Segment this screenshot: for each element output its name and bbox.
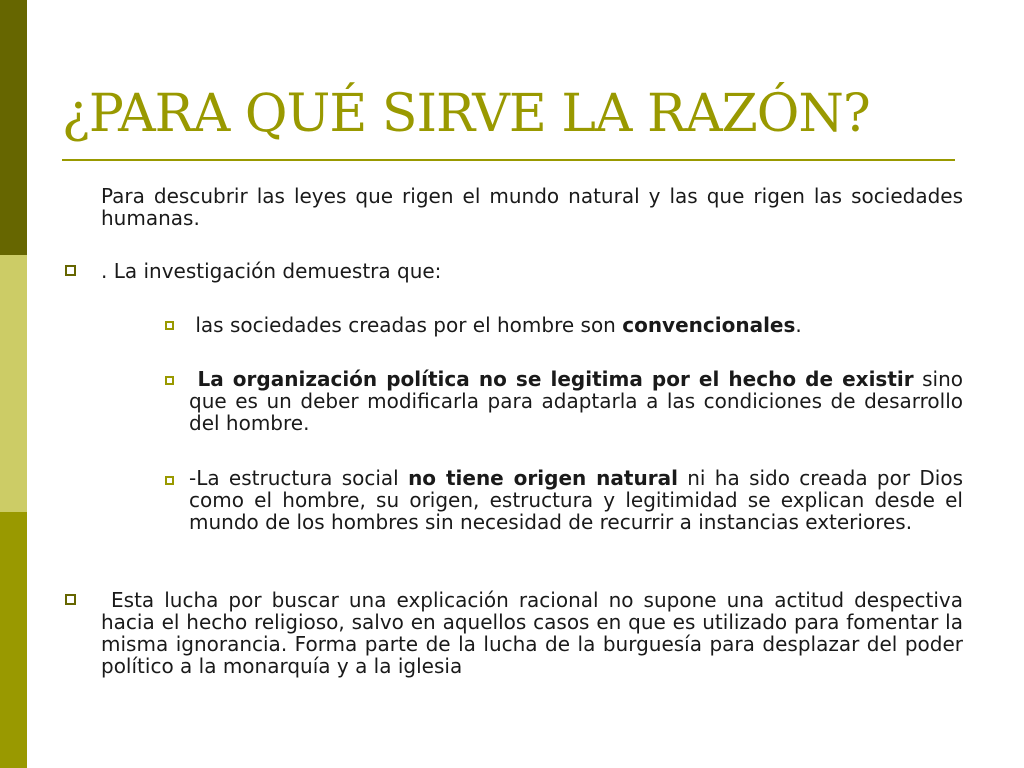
list-item-text: . La investigación demuestra que: [101, 259, 442, 283]
list-item [101, 589, 963, 677]
side-stripe-light [0, 255, 27, 512]
bullet-square-icon [65, 265, 76, 276]
sub3-end: ni ha sido creada por Dios como el hombre, su origen, estructura y legitimidad se explican desde el mundo de los hombres sin necesidad de recurrir a instancias exteriores. [189, 466, 963, 534]
side-stripe-mid [0, 512, 27, 768]
sub1-end: . [795, 313, 802, 337]
sub1-bold: convencionales [622, 313, 796, 337]
sub-list-item-text [189, 467, 963, 533]
sub-list-item [189, 368, 963, 434]
item2-text: Esta lucha por buscar una explicación racional no supone una actitud despectiva hacia el hecho religioso, salvo en aquellos casos en que es utilizado para fomentar la misma ignorancia. Forma parte de la lucha de la burguesía para desplazar del poder político a la monarquía y a la iglesia [101, 588, 964, 678]
title-underline [62, 159, 955, 161]
sub-list-item-text [189, 368, 963, 434]
sub2-bold: La organización política no se legitima por el hecho de existir [197, 367, 914, 391]
sub-list-item-text [189, 314, 963, 336]
bullet-square-icon [65, 594, 76, 605]
intro-text: Para descubrir las leyes que rigen el mundo natural y las que rigen las sociedades humanas. [101, 184, 963, 230]
list-item-text [101, 589, 963, 677]
side-stripe-dark [0, 0, 27, 255]
sub-list-item [189, 314, 963, 336]
list-item [101, 260, 963, 282]
sub3-text: -La estructura social [189, 466, 409, 490]
sub1-text: las sociedades creadas por el hombre son [195, 313, 623, 337]
bullet-square-icon [165, 476, 174, 485]
sub-list-item [189, 467, 963, 533]
sub2-text: sino que es un deber modificarla para adaptarla a las condiciones de desarrollo del hombre. [189, 367, 963, 435]
intro-paragraph [101, 185, 963, 229]
bullet-square-icon [165, 321, 174, 330]
sub3-bold: no tiene origen natural [408, 466, 678, 490]
slide-title: ¿PARA QUÉ SIRVE LA RAZÓN? [62, 84, 870, 144]
bullet-square-icon [165, 376, 174, 385]
